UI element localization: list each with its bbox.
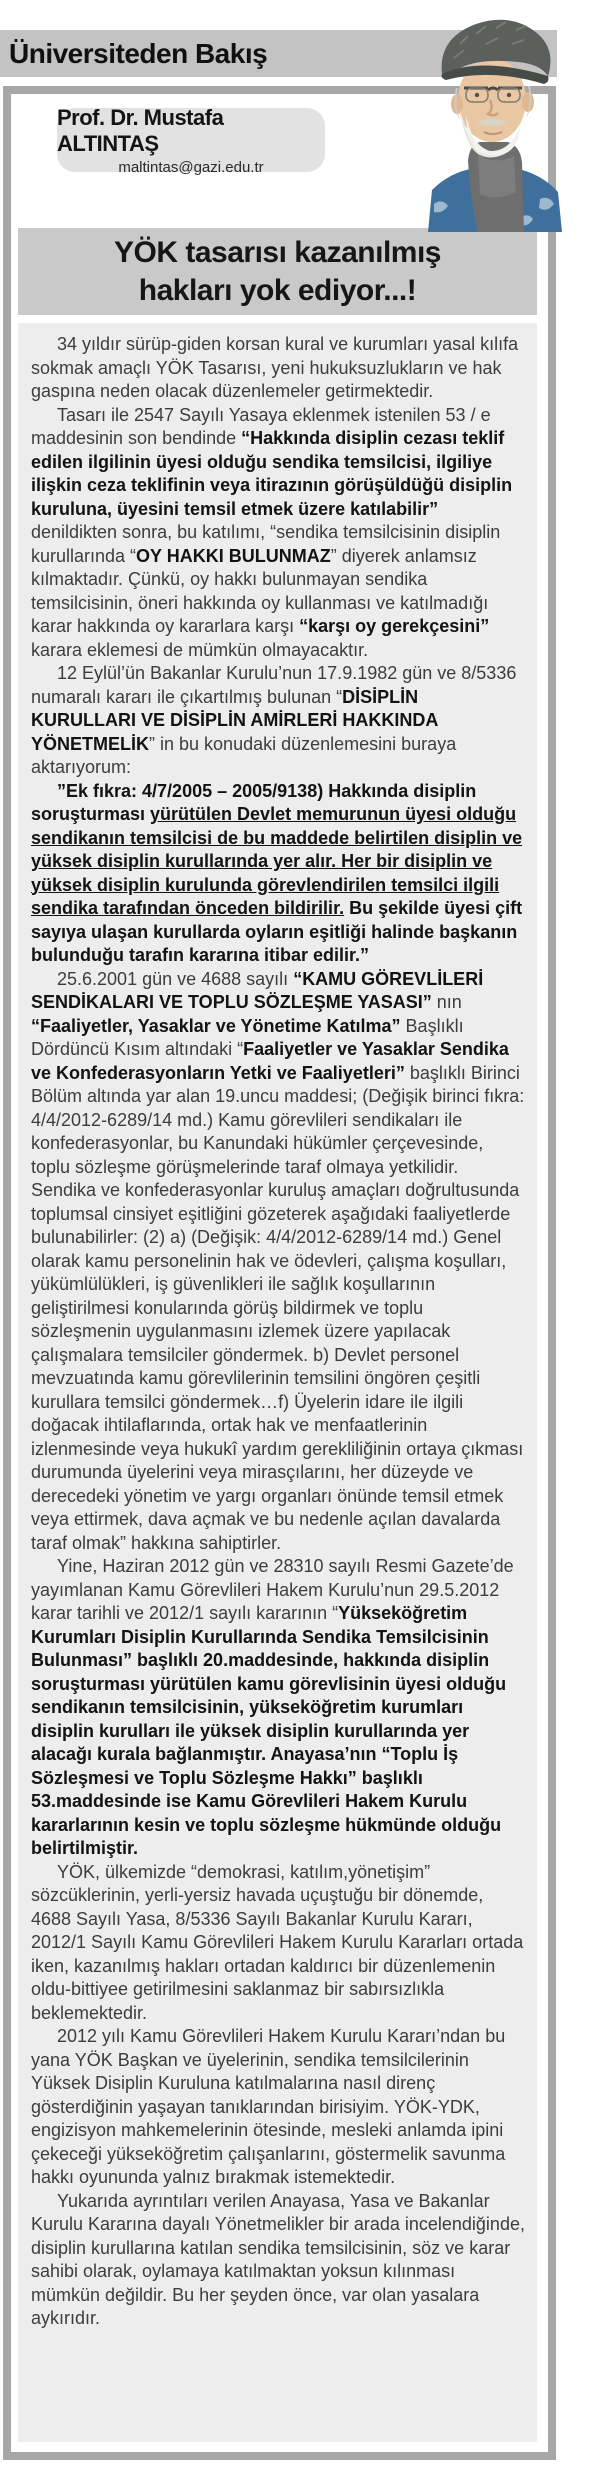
article-paragraph: 2012 yılı Kamu Görevlileri Hakem Kurulu Kararı’ndan bu yana YÖK Başkan ve üyelerinin, sendika temsilcilerinin Yüksek Disiplin Kuruluna katılmalarına nasıl direnç gösterdiğinin yaşayan tanıklarından birisiyim. YÖK-YDK, engizisyon mahkemelerinin ötesinde, mesleki anlamda ipini çekeceği yükseköğretim çalışanlarını, göstermelik savunma hakkı oyununda yalnız bırakmak istemektedir. [31,2026,506,2187]
article-paragraph: 25.6.2001 gün ve 4688 sayılı “KAMU GÖREVLİLERİ SENDİKALARI VE TOPLU SÖZLEŞME YASASI” nın “Faaliyetler, Yasaklar ve Yönetime Katılma” Başlıklı Dördüncü Kısım altındaki “Faaliyetler ve Yasaklar Sendika ve Konfederasyonların Yetki ve Faaliyetleri” başlıklı Birinci Bölüm altında yar alan 19.uncu maddesi; (Değişik birinci fıkra: 4/4/2012-6289/14 md.) Kamu görevlileri sendikaları ile konfederasyonlar, bu Kanundaki hükümler çerçevesinde, toplu sözleşme görüşmelerinde taraf olmaya yetkilidir. Sendika ve konfederasyonlar kuruluş amaçları doğrultusunda toplumsal cinsiyet eşitliğini gözeterek aşağıdaki faaliyetlerde bulunabilirler: (2) a) (Değişik: 4/4/2012-6289/14 md.) Genel olarak kamu personelinin hak ve ödevleri, çalışma koşulları, yükümlülükleri, iş güvenlikleri ile sağlık koşullarının geliştirilmesi konularında görüş bildirmek ve toplu sözleşmenin uygulanmasını izlemek üzere yapılacak çalışmalara temsilciler göndermek. b) Devlet personel mevzuatında kamu görevlilerinin temsilini öngören çeşitli kurullara temsilci göndermek…f) Üyelerin idare ile ilgili doğacak ihtilaflarında, ortak hak ve menfaatlerinin izlenmesinde veya hukukî yardım gerekliliğinin ortaya çıkması durumunda üyelerini veya mirasçılarını, her düzeyde ve derecedeki yönetim ve yargı organları önünde temsil etmek veya ettirmek, dava açmak ve bu nedenle açılan davalarda taraf olmak” hakkına sahiptirler. [31,968,525,1553]
author-photo [420,4,566,232]
column-title: Üniversiteden Bakış [9,37,268,69]
author-card [57,104,325,176]
article-paragraph: 12 Eylül’ün Bakanlar Kurulu’nun 17.9.1982 gün ve 8/5336 numaralı kararı ile çıkartılmış bulunan “DİSİPLİN KURULLARI VE DİSİPLİN AMİRLERİ HAKKINDA YÖNETMELİK” in bu konudaki düzenlemesini buraya aktarıyorum: [31,663,517,777]
article-paragraph: Yukarıda ayrıntıları verilen Anayasa, Yasa ve Bakanlar Kurulu Kararına dayalı Yönetmelikler bir arada incelendiğinde, disiplin kurullarına katılan sendika temsilcisinin, söz ve karar sahibi olarak, oylamaya katılmaktan yoksun kılınması mümkün değildir. Bu her şeyden önce, var olan yasalara aykırıdır. [31,2190,525,2328]
author-email: maltintas@gazi.edu.tr [118,158,264,176]
article-paragraph: 34 yıldır sürüp-giden korsan kural ve kurumları yasal kılıfa sokmak amaçlı YÖK Tasarısı, yeni hukuksuzlukların ve hak gaspına neden olacak düzenlemeler getirmektedir. [31,334,519,401]
article-paragraph: ”Ek fıkra: 4/7/2005 – 2005/9138) Hakkında disiplin soruşturması yürütülen Devlet memurunun üyesi olduğu sendikanın temsilcisi de bu maddede belirtilen disiplin ve yüksek disiplin kurullarında yer alır. Her bir disiplin ve yüksek disiplin kurulunda görevlendirilen temsilci ilgili sendika tarafından önceden bildirilir. Bu şekilde üyesi çift sayıya ulaşan kurullarda oyların eşitliği halinde başkanın bulunduğu tarafın kararına itibar edilir.” [31,780,523,965]
article-paragraph: YÖK, ülkemizde “demokrasi, katılım,yönetişim” sözcüklerinin, yerli-yersiz havada uçuştuğu bir dönemde, 4688 Sayılı Yasa, 8/5336 Sayılı Bakanlar Kurulu Kararı, 2012/1 Sayılı Kamu Görevlileri Hakem Kurulu Kararları ortada iken, kazanılmış hakları ortadan kaldırıcı bir düzenlemenin oldu-bittiyee getirilmesini saklanmaz bir sabırsızlıkla beklemektedir. [31,1861,524,2023]
article-frame [3,86,556,2460]
article-body [18,323,537,2442]
author-name: Prof. Dr. Mustafa ALTINTAŞ [57,104,224,156]
article-title-box [18,228,537,315]
article-paragraph: Tasarı ile 2547 Sayılı Yasaya eklenmek istenilen 53 / e maddesinin son bendinde “Hakkında disiplin cezası teklif edilen ilgilinin üyesi olduğu sendika temsilcisi, ilgiliye ilişkin ceza teklifinin veya itirazının görüşüldüğü disiplin kuruluna, üyesini temsil etmek üzere katılabilir” denildikten sonra, bu katılımı, “sendika temsilcisinin disiplin kurullarında “OY HAKKI BULUNMAZ” diyerek anlamsız kılmaktadır. Çünkü, oy hakkı bulunmayan sendika temsilcisinin, öneri hakkında oy kullanması ve katılmadığı karar hakkında oy kararlara karşı “karşı oy gerekçesini” karara eklemesi de mümkün olmayacaktır. [31,404,513,660]
article-title-line1: YÖK tasarısı kazanılmış [114,235,441,269]
article-paragraph: Yine, Haziran 2012 gün ve 28310 sayılı Resmi Gazete’de yayımlanan Kamu Görevlileri Hakem Kurulu’nun 29.5.2012 karar tarihli ve 2012/1 sayılı kararının “Yükseköğretim Kurumları Disiplin Kurullarında Sendika Temsilcisinin Bulunması” başlıklı 20.maddesinde, hakkında disiplin soruşturması yürütülen kamu görevlisinin üyesi olduğu sendikanın temsilcisinin, yükseköğretim kurumları disiplin kurulları ile yüksek disiplin kurullarında yer alacağı kurala bağlanmıştır. Anayasa’nın “Toplu İş Sözleşmesi ve Toplu Sözleşme Hakkı” başlıklı 53.maddesinde ise Kamu Görevlileri Hakem Kurulu kararlarının kesin ve toplu sözleşme hükmünde olduğu belirtilmiştir. [31,1556,514,1858]
article-title-line2: hakları yok ediyor...! [138,273,417,307]
